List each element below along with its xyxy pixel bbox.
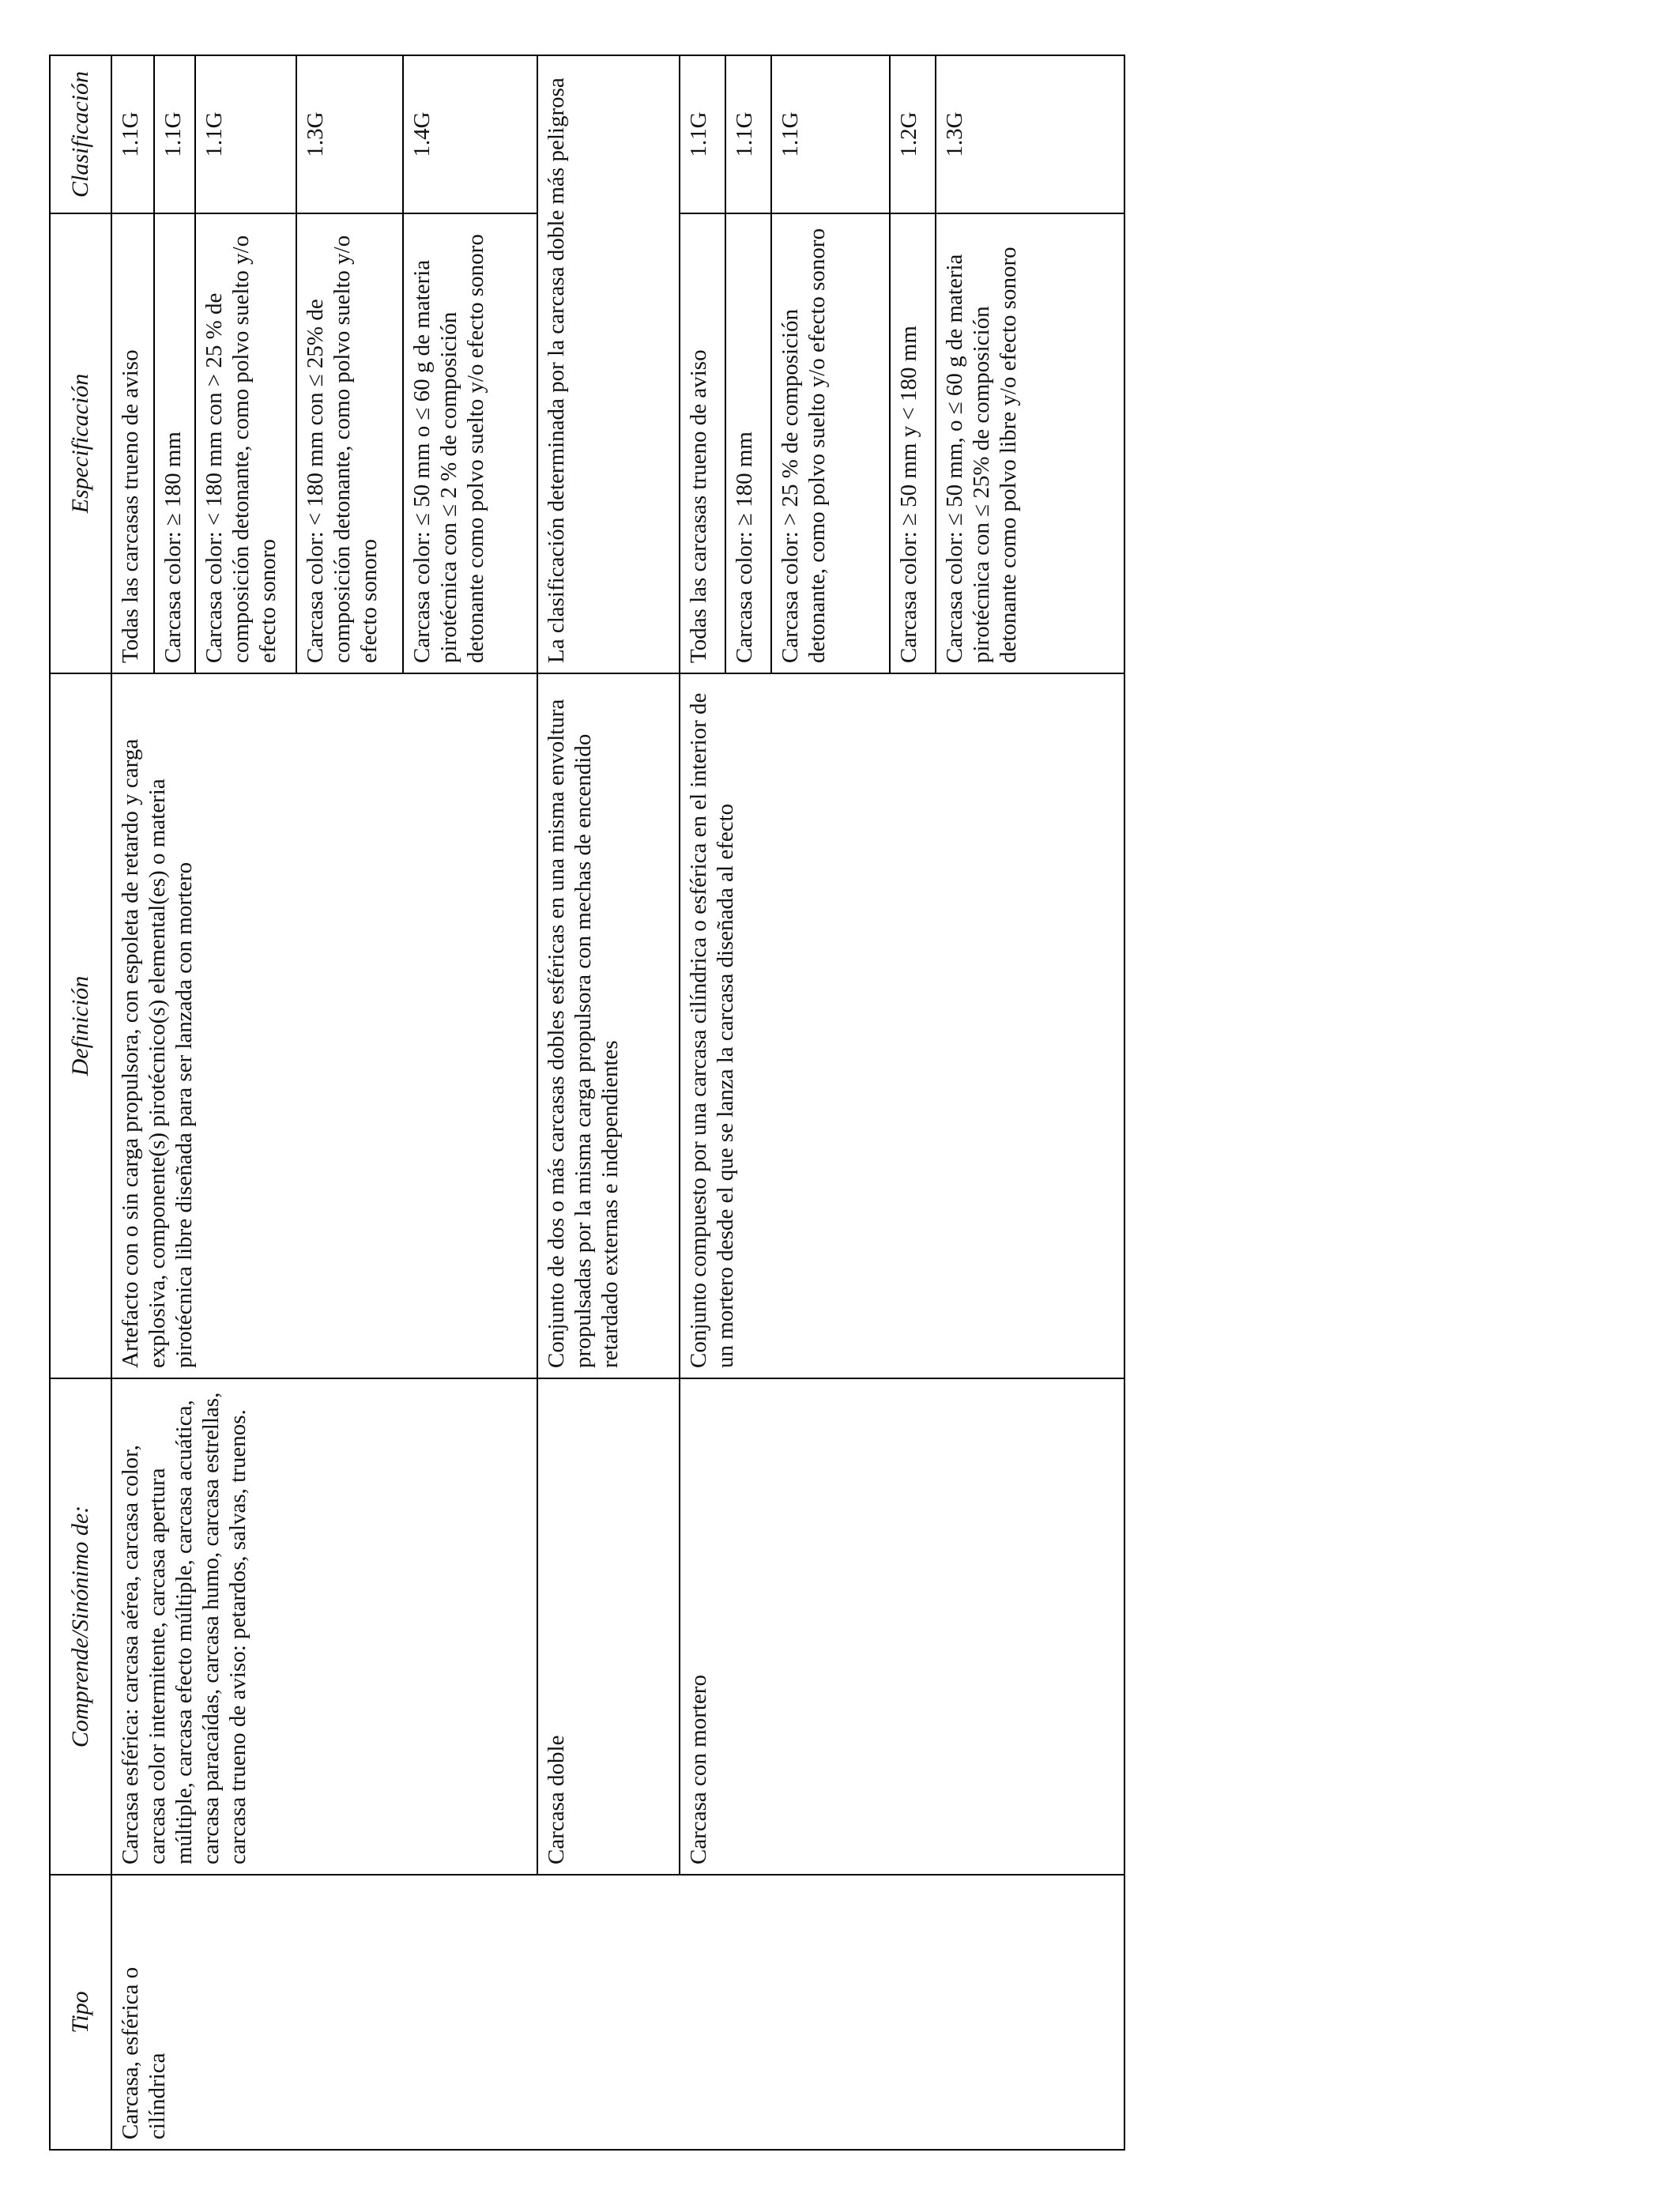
header-especificacion: Especificación xyxy=(50,213,111,673)
clasificacion-cell: 1.4G xyxy=(403,55,537,213)
header-tipo: Tipo xyxy=(50,1875,111,2150)
header-comprende: Comprende/Sinónimo de: xyxy=(50,1378,111,1875)
especificacion-cell: Carcasa color: ≥ 180 mm xyxy=(725,213,771,673)
especificacion-cell: Todas las carcasas trueno de aviso xyxy=(680,213,725,673)
definicion-cell: Artefacto con o sin carga propulsora, con espoleta de retardo y carga explosiva, componente(s) pirotécnico(s) elemental(es) o materia pirotécnica libre diseñada para ser lanzada con mortero xyxy=(111,673,537,1378)
table-row xyxy=(537,55,680,2150)
especificacion-cell: Carcasa color: > 25 % de composición detonante, como polvo suelto y/o efecto sonoro xyxy=(771,213,890,673)
classification-table xyxy=(49,55,1125,2151)
especificacion-cell: Carcasa color: ≥ 50 mm y < 180 mm xyxy=(890,213,936,673)
clasificacion-cell: 1.1G xyxy=(195,55,296,213)
clasificacion-cell: 1.1G xyxy=(111,55,154,213)
clasificacion-cell: 1.1G xyxy=(771,55,890,213)
table-row xyxy=(111,55,154,2150)
table-header-row xyxy=(50,55,111,2150)
especificacion-cell: Carcasa color: < 180 mm con ≤ 25% de composición detonante, como polvo suelto y/o efecto sonoro xyxy=(296,213,403,673)
clasificacion-cell: 1.1G xyxy=(725,55,771,213)
clasificacion-cell: 1.1G xyxy=(154,55,195,213)
especificacion-cell: Carcasa color: ≤ 50 mm, o ≤ 60 g de materia pirotécnica con ≤ 25% de composición detonante como polvo libre y/o efecto sonoro xyxy=(936,213,1124,673)
definicion-cell: Conjunto compuesto por una carcasa cilíndrica o esférica en el interior de un mortero desde el que se lanza la carcasa diseñada al efecto xyxy=(680,673,1124,1378)
rotated-page xyxy=(49,56,1125,2151)
especificacion-cell: Carcasa color: < 180 mm con > 25 % de composición detonante, como polvo suelto y/o efecto sonoro xyxy=(195,213,296,673)
clasificacion-cell: 1.1G xyxy=(680,55,725,213)
header-definicion: Definición xyxy=(50,673,111,1378)
definicion-cell: Conjunto de dos o más carcasas dobles esféricas en una misma envoltura propulsadas por la misma carga propulsora con mechas de encendido retardado externas e independientes xyxy=(537,673,680,1378)
comprende-cell: Carcasa con mortero xyxy=(680,1378,1124,1875)
especificacion-cell: Todas las carcasas trueno de aviso xyxy=(111,213,154,673)
especificacion-cell: Carcasa color: ≤ 50 mm o ≤ 60 g de materia pirotécnica con ≤ 2 % de composición detonante como polvo suelto y/o efecto sonoro xyxy=(403,213,537,673)
especificacion-cell: Carcasa color: ≥ 180 mm xyxy=(154,213,195,673)
clasificacion-cell: 1.2G xyxy=(890,55,936,213)
especificacion-cell: La clasificación determinada por la carcasa doble más peligrosa xyxy=(537,55,680,673)
comprende-cell: Carcasa esférica: carcasa aérea, carcasa color, carcasa color intermitente, carcasa apertura múltiple, carcasa efecto múltiple, carcasa acuática, carcasa paracaídas, carcasa humo, carcasa estrellas, carcasa trueno de aviso: petardos, salvas, truenos. xyxy=(111,1378,537,1875)
header-clasificacion: Clasificación xyxy=(50,55,111,213)
clasificacion-cell: 1.3G xyxy=(296,55,403,213)
clasificacion-cell: 1.3G xyxy=(936,55,1124,213)
tipo-cell: Carcasa, esférica o cilíndrica xyxy=(111,1875,1124,2150)
table-row xyxy=(680,55,725,2150)
comprende-cell: Carcasa doble xyxy=(537,1378,680,1875)
